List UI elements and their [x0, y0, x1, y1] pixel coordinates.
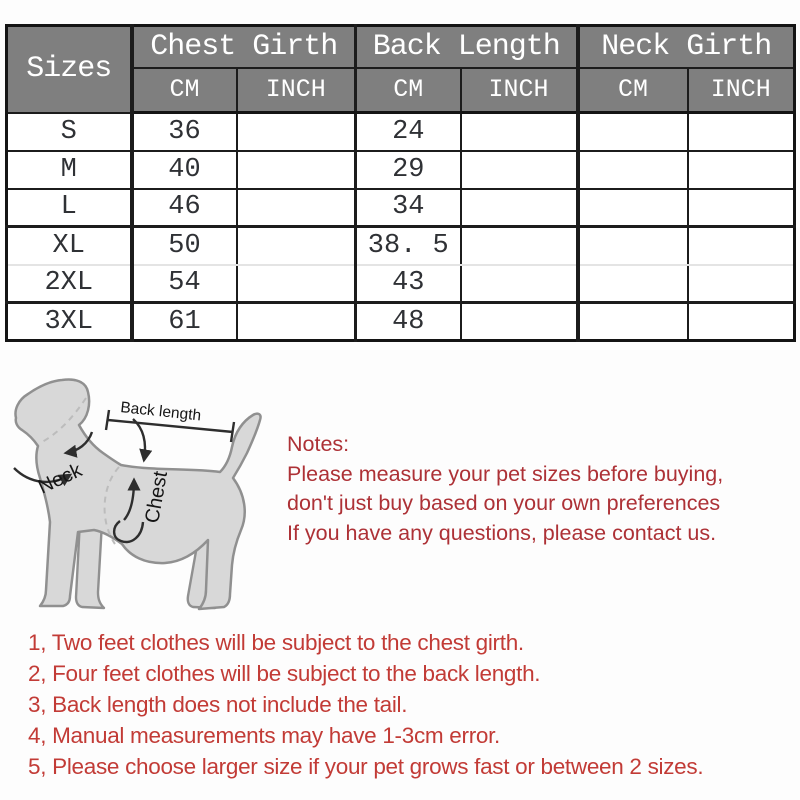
measure-value-cell	[578, 113, 688, 151]
notes-line: Please measure your pet sizes before buying,	[287, 461, 724, 486]
measure-value-cell	[237, 227, 356, 265]
measure-value-cell: 40	[132, 151, 237, 189]
measure-value-cell	[578, 303, 688, 341]
neck-inch-header: INCH	[688, 68, 795, 113]
size-chart	[5, 24, 793, 342]
measure-value-cell	[578, 151, 688, 189]
size-chart-table	[5, 24, 796, 342]
tips-list	[28, 627, 800, 782]
measure-value-cell	[688, 151, 795, 189]
measure-value-cell: 43	[356, 265, 461, 303]
neck-label: Neck	[34, 459, 86, 499]
dog-far-front-leg	[76, 520, 104, 608]
back-inch-header: INCH	[461, 68, 578, 113]
measure-value-cell	[461, 265, 578, 303]
back-cm-header: CM	[356, 68, 461, 113]
size-row	[7, 227, 795, 265]
tip-item: 5, Please choose larger size if your pet grows fast or between 2 sizes.	[28, 754, 704, 779]
size-row	[7, 303, 795, 341]
tip-item: 2, Four feet clothes will be subject to the back length.	[28, 661, 541, 686]
measure-value-cell	[688, 189, 795, 227]
tip-item: 1, Two feet clothes will be subject to the chest girth.	[28, 630, 524, 655]
measure-value-cell: 54	[132, 265, 237, 303]
measure-value-cell	[688, 227, 795, 265]
measure-value-cell	[578, 189, 688, 227]
size-row	[7, 265, 795, 303]
measure-value-cell: 34	[356, 189, 461, 227]
chest-label: Chest	[141, 469, 172, 525]
size-label-cell: M	[7, 151, 132, 189]
measure-value-cell	[688, 265, 795, 303]
measure-value-cell	[461, 303, 578, 341]
size-label-cell: S	[7, 113, 132, 151]
measure-value-cell: 46	[132, 189, 237, 227]
size-label-cell: 2XL	[7, 265, 132, 303]
measure-value-cell	[688, 113, 795, 151]
measure-value-cell: 61	[132, 303, 237, 341]
neck-girth-header: Neck Girth	[578, 26, 795, 68]
measure-value-cell	[461, 151, 578, 189]
measure-value-cell	[461, 189, 578, 227]
size-label-cell: L	[7, 189, 132, 227]
size-row	[7, 113, 795, 151]
measure-value-cell	[461, 227, 578, 265]
measure-value-cell	[237, 113, 356, 151]
size-row	[7, 151, 795, 189]
measure-value-cell: 29	[356, 151, 461, 189]
notes-line: don't just buy based on your own preferences	[287, 491, 721, 515]
measure-value-cell	[578, 265, 688, 303]
measure-value-cell	[688, 303, 795, 341]
dog-measurement-diagram	[2, 372, 302, 620]
measure-value-cell: 48	[356, 303, 461, 341]
measure-value-cell: 38. 5	[356, 227, 461, 265]
size-label-cell: 3XL	[7, 303, 132, 341]
measure-value-cell	[578, 227, 688, 265]
chest-girth-header: Chest Girth	[132, 26, 356, 68]
measure-value-cell	[461, 113, 578, 151]
measure-value-cell: 36	[132, 113, 237, 151]
size-row	[7, 189, 795, 227]
chest-inch-header: INCH	[237, 68, 356, 113]
size-label-cell: XL	[7, 227, 132, 265]
measure-value-cell: 24	[356, 113, 461, 151]
measure-value-cell	[237, 189, 356, 227]
notes-title: Notes:	[287, 432, 350, 456]
tip-item: 4, Manual measurements may have 1-3cm error.	[28, 723, 501, 748]
neck-cm-header: CM	[578, 68, 688, 113]
chest-cm-header: CM	[132, 68, 237, 113]
back-length-label: Back length	[119, 399, 202, 425]
back-length-header: Back Length	[356, 26, 578, 68]
chest-arrow-down	[133, 419, 145, 460]
measure-value-cell	[237, 303, 356, 341]
notes-block	[287, 430, 800, 548]
notes-line: If you have any questions, please contact us.	[287, 520, 717, 545]
measure-value-cell	[237, 265, 356, 303]
sizes-header: Sizes	[7, 26, 132, 113]
measure-value-cell	[237, 151, 356, 189]
measure-value-cell: 50	[132, 227, 237, 265]
tip-item: 3, Back length does not include the tail.	[28, 692, 408, 717]
